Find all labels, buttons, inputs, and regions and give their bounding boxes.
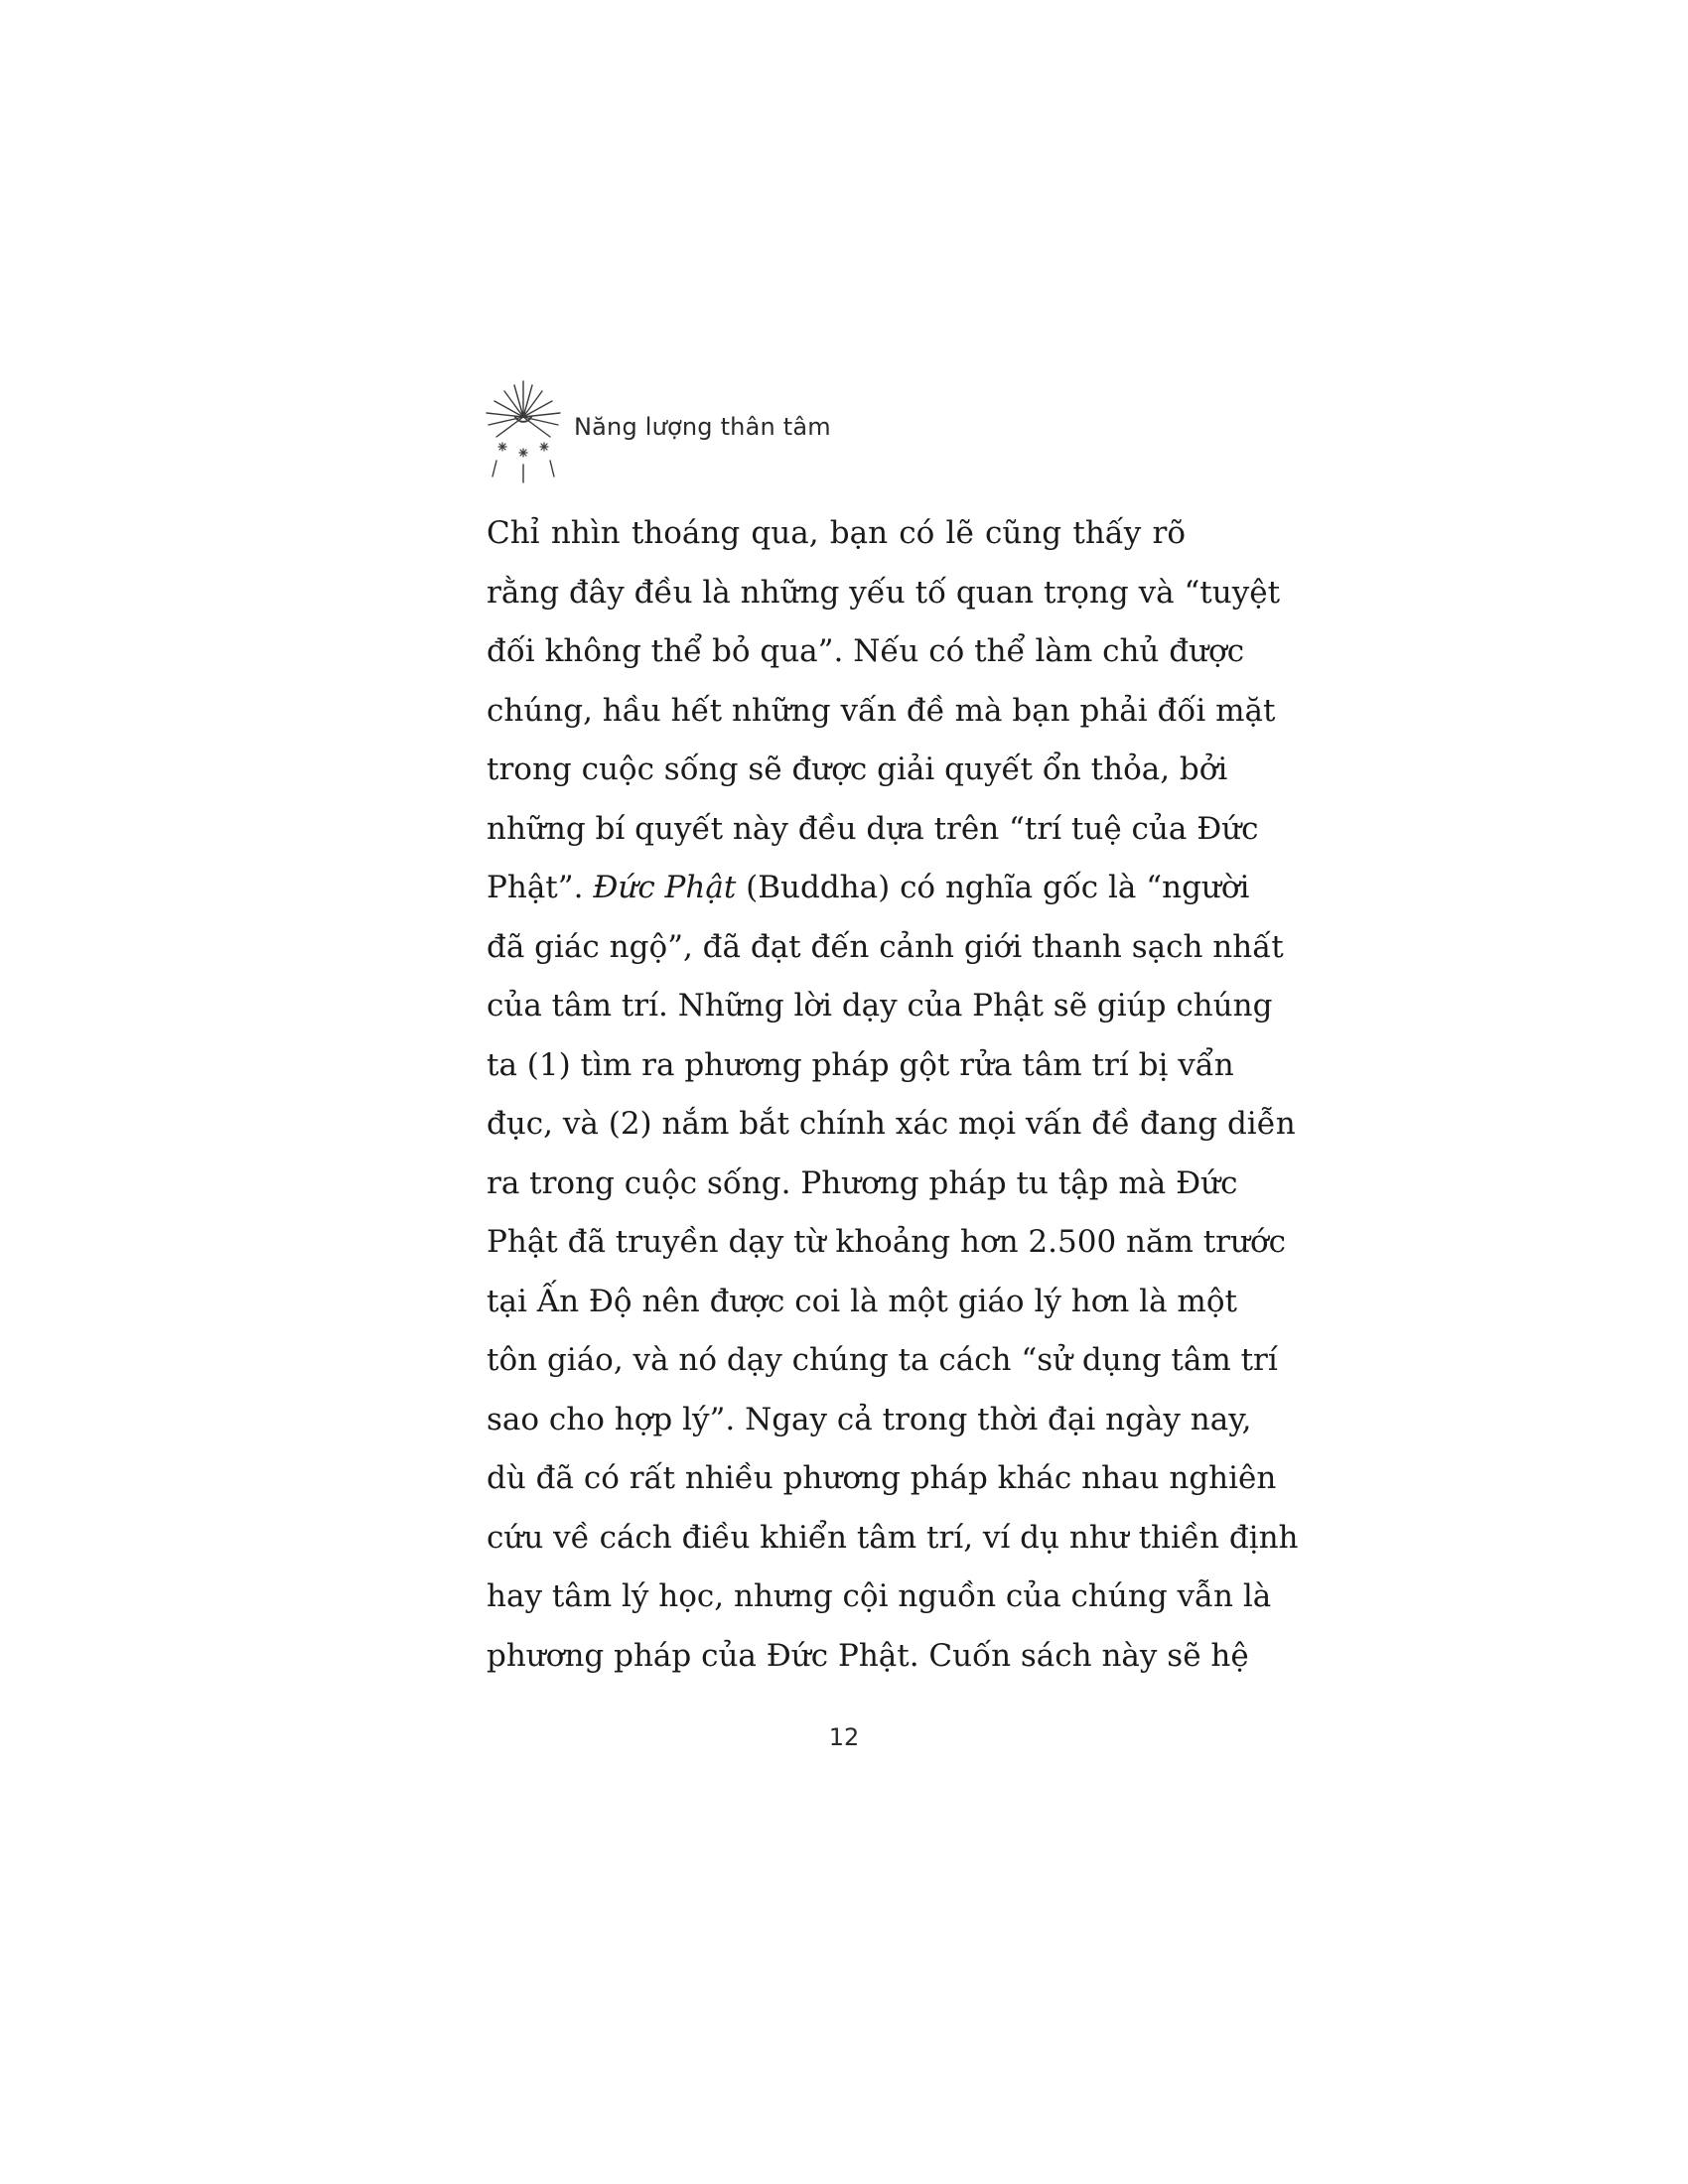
text-line: hay tâm lý học, nhưng cội nguồn của chúng vẫn là xyxy=(487,1578,1272,1614)
text-line: những bí quyết này đều dựa trên “trí tuệ của Đức xyxy=(487,810,1259,847)
text-line: Chỉ nhìn thoáng qua, bạn có lẽ cũng thấy rõ xyxy=(487,515,1186,551)
text-line: ra trong cuộc sống. Phương pháp tu tập mà Đức xyxy=(487,1164,1238,1201)
text-line: sao cho hợp lý”. Ngay cả trong thời đại ngày nay, xyxy=(487,1401,1252,1437)
running-header xyxy=(481,377,1176,488)
page-number: 12 xyxy=(828,1723,860,1751)
text-line: đã giác ngộ”, đã đạt đến cảnh giới thanh sạch nhất xyxy=(487,928,1284,965)
italic-term: Đức Phật xyxy=(593,870,737,905)
text-line: đục, và (2) nắm bắt chính xác mọi vấn đề đang diễn xyxy=(487,1106,1296,1142)
text-line: Phật đã truyền dạy từ khoảng hơn 2.500 năm trước xyxy=(487,1224,1286,1260)
text-line: tôn giáo, và nó dạy chúng ta cách “sử dụng tâm trí xyxy=(487,1342,1278,1378)
body-paragraph xyxy=(487,504,1299,1686)
text-line-start: Phật”. xyxy=(487,870,594,905)
text-line: trong cuộc sống sẽ được giải quyết ổn thỏa, bởi xyxy=(487,751,1228,787)
text-line: cứu về cách điều khiển tâm trí, ví dụ như thiền định xyxy=(487,1519,1299,1556)
text-line: đối không thể bỏ qua”. Nếu có thể làm chủ được xyxy=(487,633,1245,669)
text-line-rest: (Buddha) có nghĩa gốc là “người xyxy=(736,870,1250,905)
running-header-title: Năng lượng thân tâm xyxy=(574,413,831,441)
text-line: của tâm trí. Những lời dạy của Phật sẽ giúp chúng xyxy=(487,988,1273,1024)
text-line: phương pháp của Đức Phật. Cuốn sách này sẽ hệ xyxy=(487,1637,1249,1674)
text-line-mixed xyxy=(487,859,1250,918)
text-line: ta (1) tìm ra phương pháp gột rửa tâm trí bị vẩn xyxy=(487,1046,1234,1083)
sunburst-ornament-icon xyxy=(481,377,566,488)
text-line: rằng đây đều là những yếu tố quan trọng và “tuyệt xyxy=(487,574,1281,611)
text-line: dù đã có rất nhiều phương pháp khác nhau nghiên xyxy=(487,1460,1277,1496)
text-line: chúng, hầu hết những vấn đề mà bạn phải đối mặt xyxy=(487,692,1276,729)
text-line: tại Ấn Độ nên được coi là một giáo lý hơn là một xyxy=(487,1283,1237,1319)
